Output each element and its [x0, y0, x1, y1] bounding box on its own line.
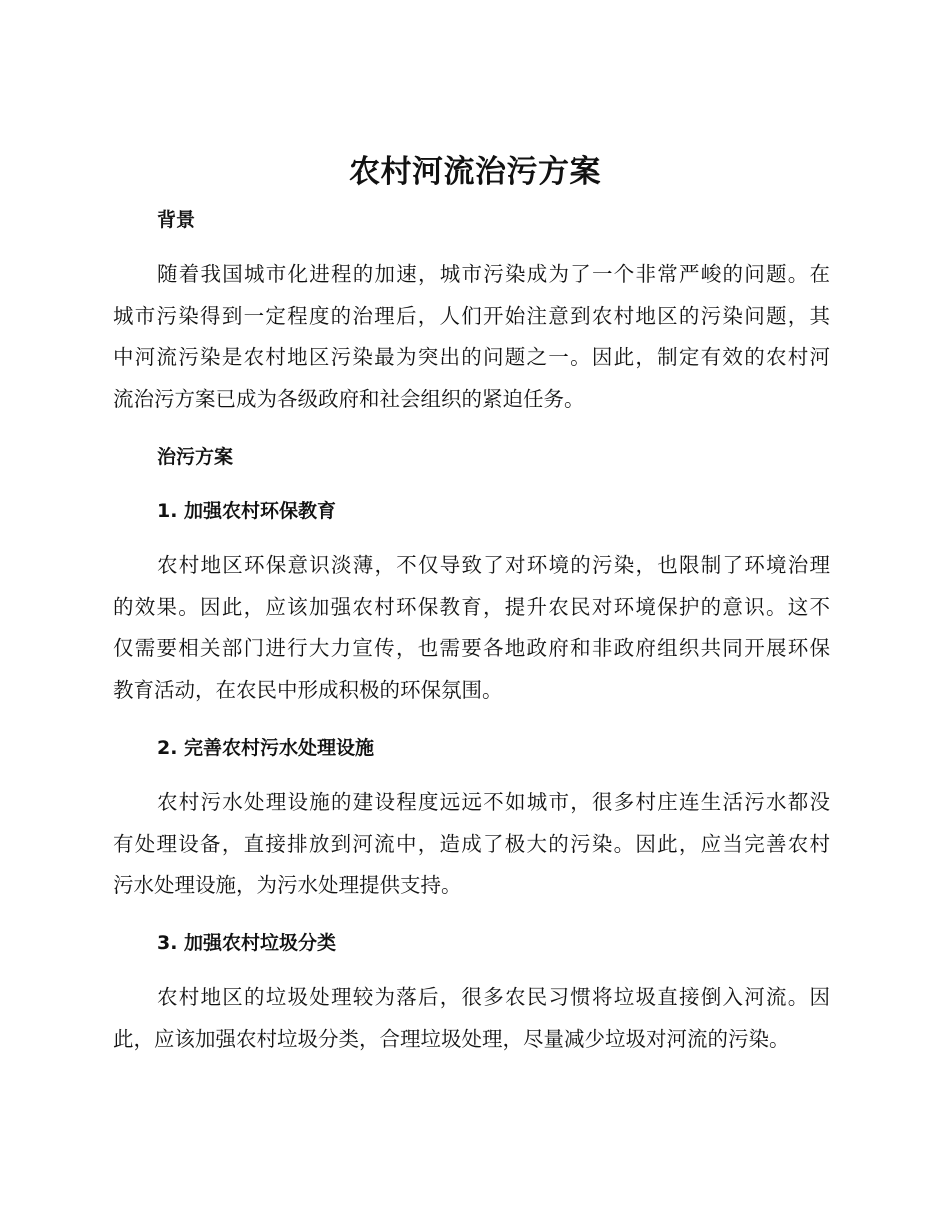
paragraph-section-1: [113, 545, 830, 711]
paragraph-line: 中河流污染是农村地区污染最为突出的问题之一。因此，制定有效的农村河: [113, 345, 830, 369]
paragraph-section-3: [113, 977, 830, 1060]
paragraph-line: 污水处理设施，为污水处理提供支持。: [113, 873, 462, 897]
heading-section-3: 3. 加强农村垃圾分类: [157, 932, 337, 954]
paragraph-line: 此，应该加强农村垃圾分类，合理垃圾处理，尽量减少垃圾对河流的污染。: [113, 1026, 790, 1051]
paragraph-line: 农村地区环保意识淡薄，不仅导致了对环境的污染，也限制了环境治理: [157, 553, 830, 577]
paragraph-line: 流治污方案已成为各级政府和社会组织的紧迫任务。: [113, 386, 585, 411]
paragraph-line: 城市污染得到一定程度的治理后，人们开始注意到农村地区的污染问题，其: [113, 303, 830, 328]
paragraph-line: 教育活动，在农民中形成积极的环保氛围。: [113, 677, 503, 702]
heading-background: 背景: [157, 209, 196, 231]
paragraph-line: 农村污水处理设施的建设程度远远不如城市，很多村庄连生活污水都没: [157, 790, 830, 814]
paragraph-line: 有处理设备，直接排放到河流中，造成了极大的污染。因此，应当完善农村: [113, 831, 830, 856]
paragraph-background: [113, 254, 830, 420]
paragraph-section-2: [113, 782, 830, 907]
paragraph-line: 的效果。因此，应该加强农村环保教育，提升农民对环境保护的意识。这不: [113, 594, 830, 619]
paragraph-line: 仅需要相关部门进行大力宣传，也需要各地政府和非政府组织共同开展环保: [113, 636, 830, 660]
paragraph-line: 随着我国城市化进程的加速，城市污染成为了一个非常严峻的问题。在: [157, 262, 830, 286]
document-title: 农村河流治污方案: [349, 154, 601, 190]
paragraph-line: 农村地区的垃圾处理较为落后，很多农民习惯将垃圾直接倒入河流。因: [157, 985, 830, 1009]
heading-section-1: 1. 加强农村环保教育: [157, 500, 337, 522]
heading-section-2: 2. 完善农村污水处理设施: [157, 737, 375, 759]
heading-plan: 治污方案: [157, 446, 234, 468]
